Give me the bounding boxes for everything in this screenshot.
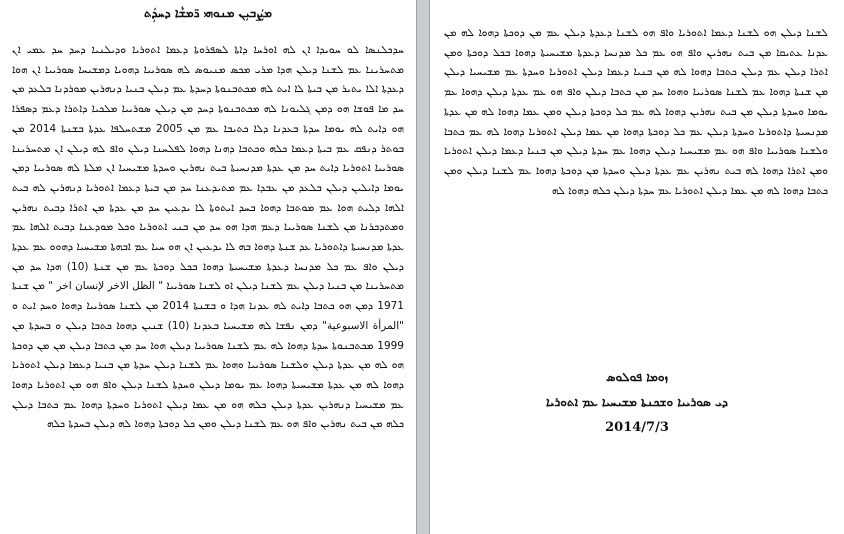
signature-name: ܙܘܡܐ ܦܘܠܘܣ (605, 370, 669, 384)
document-page-right (430, 0, 844, 534)
signature-date: 2014/7/3 (605, 420, 669, 435)
page-gutter (416, 0, 430, 534)
document-title: ܡܨܲܒܝܼܢ ܡܢܘܗܝ ܪ̈ܡܫܵܐ ܕܚܕܲܬ (144, 6, 272, 20)
document-page-left (0, 0, 416, 534)
body-paragraph-left: ܚܕܟܠܢܣܐ ܠܘ ܚܘܝܕܐ ܐܢ ܠܗ ܐܘܪܚܐ ܕܐܬܐ ܠܣܦܪܘܬܐ ܕܥܡܐ ܐܬܘܪܝܐ ܘܕܝܠܢܝܐ ܕܚܕ ܚܕ ܥܡܝ ܐܢ ܡܬܚܪܝܢܐ ܥܡ ܠܫܢܐ ܕܝܠܢ ܗܕܐ ܡܪܝ ܡܟܣ ܡܢܝܘܣ ܠܗ ܣܘܪܝܝܐ ܕܗܘܝܐ ܕܡܫܝܚܐ ܣܘܪܝܝܐ ܐܢ ܗܘܐ ܕܥܕܬܐ ܐܠܐ ܝܬܝܪ ܡܢ ܒܝܬܐ ܠܐ ܐܝܬ ܠܗ ܡܟܬܒܢܘܬܐ ܕܚܕܬܐ ܥܡ ܕܝܠܢ ܒܢܝܐ ܕܢܗܪܝܢ ܡܘܪܕܢܐ ܒܠܥܕ ܡܢ ܚܕ ܡܐ ܦܘܫܐ ܗܘ ܕܡܢ ܓܠܝܘܢܐ ܠܗ ܡܟܬܒܢܘܬܐ ܕܚܕ ܡܢ ܕܝܠܢ ܣܘܪܝܝܐ ܡܠܟܝܐ ܕܐܬܪܐ ܕܥܡ ܕܣܦܪܐ ܗܘ ܕܐܝܬ ܠܗ ܝܘܡܐ ܚܕܬܐ ܒܥܕܢܐ ܕܠܐ ܟܬܝܒܐ ܥܡ ܡܢ 2005 ܡܫܬܚܠܦܐ ܥܕܬܐ ܒܫܢܬܐ 2014 ܡܢ ܒܘܬܪ ܕܢܦܩ ܥܡ ܒܝܬܐ ܕܥܡܐ ܟܠܗ ܘܟܬܒܐ ܕܗܢܐ ܕܗܘܐ ܠܦܠܚܢܐ ܕܝܠܢ ܘܐܦ ܠܗ ܕܝܠܢ ܐܢ ܡܬܚܪܝܢܐ ܣܘܪܝܝܐ ܐܬܘܪܝܐ ܕܐܝܬ ܚܕ ܡܢ ܥܕܬܐ ܡܕܢܚܝܬܐ ܒܝܬ ܢܗܪܝܢ ܘܚܕܬܐ ܡܫܝܚܝܐ ܐܢ ܡܠܬܐ ܠܗ ܣܘܪܝܝܐ ܕܡܢ ܝܘܡܐ ܕܐܝܠܝܢ ܕܝܠܢ ܒܠܥܕ ܡܢ ܥܒܕܐ ܥܡ ܡܬܝܕܥܢܐ ܚܕ ܡܢ ܒܝܬܐ ܕܥܡܐ ܐܬܘܪܝܐ ܕܢܗܪܝܢ ܠܗ ܒܝܬ ܐܠܗܐ ܕܠܝܬ ܗܘܐ ܥܡ ܡܘܬܒܐ ܕܗܘܐ ܒܚܕ ܐܝܬܘܬܐ ܠܐ ܝܕܥܝܢ ܚܕ ܡܢ ܥܕܬܐ ܡܢ ܐܬܪܐ ܕܒܝܬ ܢܗܪܝܢ ܘܡܬܕܟܪܢܐ ܡܢ ܠܫܢܐ ܣܘܪܝܝܐ ܕܥܡ ܗܕܐ ܗܘ ܚܕ ܡܢ ܒܢܝ ܐܬܘܪܝܐ ܘܟܠ ܡܘܕܥܢܐ ܕܒܝܬ ܐܠܗܐ ܥܡ ܥܕܬܐ ܡܕܢܚܝܬܐ ܕܐܬܘܪܝܐ ܥܕ ܫܢܬܐ ܕܗܘܐ ܒܗ ܠܐ ܝܕܥܝܢ ܐܢ ܗܘ ܚܝܐ ܥܡ ܐܒܗܬܐ ܡܫܝܚܝܐ ܕܗܘܘ ܥܡ ܥܕܬܐ ܕܝܠܢ ܘܐܦ ܥܡ ܟܠ ܡܕܢܚܐ ܕܥܕܬܐ ܡܫܝܚܝܬܐ ܕܗܘܐ ܒܟܠ ܕܘܟܬܐ ܥܡ ܡܢ ܫܢܬܐ (10) ܗܕܐ ܚܕ ܡܢ ܡܬܚܪܝܢܐ ܡܢ ܒܢܝܐ ܕܝܠܢ ܥܡ ܠܫܢܐ ܕܝܠܢ ܐܘ ܠܫܢܐ ܣܘܪܝܝܐ " الظل الاخر لإنسان اخر " ܡܢ ܫܢܬܐ 1971 ܕܡܢ ܗܘ ܟܬܒܐ ܕܐܝܬ ܠܗ ܥܕܢܐ ܗܕܐ ܘ ܒܫܢܬܐ 2014 ܡܢ ܠܫܢܐ ܣܘܪܝܝܐ ܕܗܘܐ ܘܚܕ ܐܝܬ ܘ "المرأة الاسبوعية" ܕܡܢ ܢܦܫܐ ܠܗ ܡܫܝܚܝܐ ܒܥܕܢܐ (10) ܫܢܝܢ ܕܗܘܐ ܟܬܒܐ ܕܝܠܢ ܘ ܒܚܕܬܐ ܡܢ 1999 ܡܟܬܒܢܘܬܐ ܚܕܬܐ ܕܗܘܐ ܠܗ ܥܡ ܠܫܢܐ ܣܘܪܝܝܐ ܕܝܠܢ ܗܘܐ ܚܕ ܡܢ ܟܬܒܐ ܕܝܠܢ ܡܢ ܡܢ ܕܘܟܬܐ ܗܘ ܠܗ ܡܢ ܥܕܬܐ ܕܝܠܢ ܘܠܫܢܐ ܣܘܪܝܝܐ ܘܗܘܐ ܥܡ ܠܫܢܐ ܕܝܠܢ ܚܕܬܐ ܡܢ ܒܢܝܐ ܕܥܡܐ ܕܝܠܢ ܐܬܘܪܝܐ ܕܗܘܐ ܠܗ ܡܢ ܥܕܬܐ ܡܫܝܚܝܬܐ ܕܗܘܐ ܥܡ ܝܘܡܐ ܕܝܠܢ ܘܚܕܬܐ ܠܫܢܐ ܕܝܠܢ ܘܐܦ ܗܘ ܡܢ ܐܬܘܪܝܐ ܕܗܘܐ ܥܡ ܡܫܝܚܝܐ ܕܢܗܪܝܢ ܥܕܬܐ ܕܝܠܢ ܟܠܗ ܗܘ ܡܢ ܥܡܐ ܕܝܠܢ ܐܬܘܪܝܐ ܘܚܕܬܐ ܕܗܘܐ ܥܡ ܟܬܒܐ ܕܝܠܢ ܟܠܗ ܡܢ ܒܝܬ ܢܗܪܝܢ ܘܐܦ ܗܘ ܥܡ ܠܫܢܐ ܕܝܠܢ ܘܡܢ ܟܠ ܕܘܟܬܐ ܕܗܘܐ ܠܗ ܕܝܠܢ ܒܚܕܬܐ ܟܠܗ (12, 44, 405, 431)
body-paragraph-right: ܠܫܢܐ ܕܝܠܢ ܗܘ ܠܫܢܐ ܕܥܡܐ ܐܬܘܪܝܐ ܘܐܦ ܗܘ ܠܫܢܐ ܕܥܕܬܐ ܕܝܠܢ ܥܡ ܡܢ ܕܘܟܬܐ ܕܗܘܐ ܠܗ ܡܢ ܥܕܢܐ ܥܬܝܩܐ ܡܢ ܒܝܬ ܢܗܪܝܢ ܘܐܦ ܗܘ ܥܡ ܟܠ ܡܕܢܚܐ ܕܥܕܬܐ ܡܫܝܚܝܬܐ ܕܗܘܐ ܒܟܠ ܕܘܟܬܐ ܘܡܢ ܐܬܪܐ ܕܝܠܢ ܥܡ ܕܝܠܢ ܟܬܒܐ ܕܗܘܐ ܠܗ ܡܢ ܒܢܝܐ ܕܥܡܐ ܕܝܠܢ ܐܬܘܪܝܐ ܘܚܕܬܐ ܥܡ ܡܫܝܚܝܐ ܕܝܠܢ ܡܢ ܫܢܬܐ ܕܗܘܐ ܥܡ ܠܫܢܐ ܣܘܪܝܝܐ ܘܗܘܐ ܚܕ ܡܢ ܟܬܒܐ ܕܝܠܢ ܘܐܦ ܗܘ ܥܡ ܥܕܬܐ ܕܝܠܢ ܕܗܘܐ ܥܡ ܝܘܡܐ ܘܚܕܬܐ ܕܝܠܢ ܡܢ ܒܝܬ ܢܗܪܝܢ ܕܗܘܐ ܠܗ ܥܡ ܟܠ ܕܘܟܬܐ ܕܝܠܢ ܘܡܢ ܥܡܐ ܕܗܘܐ ܠܗ ܡܢ ܥܕܬܐ ܡܕܢܚܝܬܐ ܕܐܬܘܪܝܐ ܘܚܕܬܐ ܕܝܠܢ ܥܡ ܟܠ ܕܘܟܬܐ ܕܗܘܐ ܡܢ ܥܡܐ ܕܝܠܢ ܐܬܘܪܝܐ ܕܗܘܐ ܠܗ ܥܡ ܟܬܒܐ ܘܠܫܢܐ ܣܘܪܝܝܐ ܘܐܦ ܗܘ ܥܡ ܡܫܝܚܝܐ ܕܝܠܢ ܕܗܘܐ ܥܡ ܚܕܬܐ ܕܝܠܢ ܡܢ ܒܢܝܐ ܕܥܡܐ ܕܝܠܢ ܐܬܘܪܝܐ ܘܡܢ ܐܬܪܐ ܕܗܘܐ ܠܗ ܒܝܬ ܢܗܪܝܢ ܥܡ ܥܕܬܐ ܕܝܠܢ ܘܚܕܬܐ ܡܢ ܕܘܟܬܐ ܕܗܘܐ ܥܡ ܠܫܢܐ ܕܝܠܢ ܘܡܢ ܟܬܒܐ ܕܗܘܐ ܠܗ ܡܢ ܥܡܐ ܕܝܠܢ ܐܬܘܪܝܐ ܥܡ ܚܕܬܐ ܕܝܠܢ ܟܠܗ ܕܗܘܐ ܠܗ (444, 27, 828, 197)
signature-subtitle: ܕܝ ܣܘܪܝܝܐ ܘܫܟܢܬܐ ܡܫܝܚܝܐ ܥܡ ܐܬܘܪܝܐ (546, 395, 728, 409)
